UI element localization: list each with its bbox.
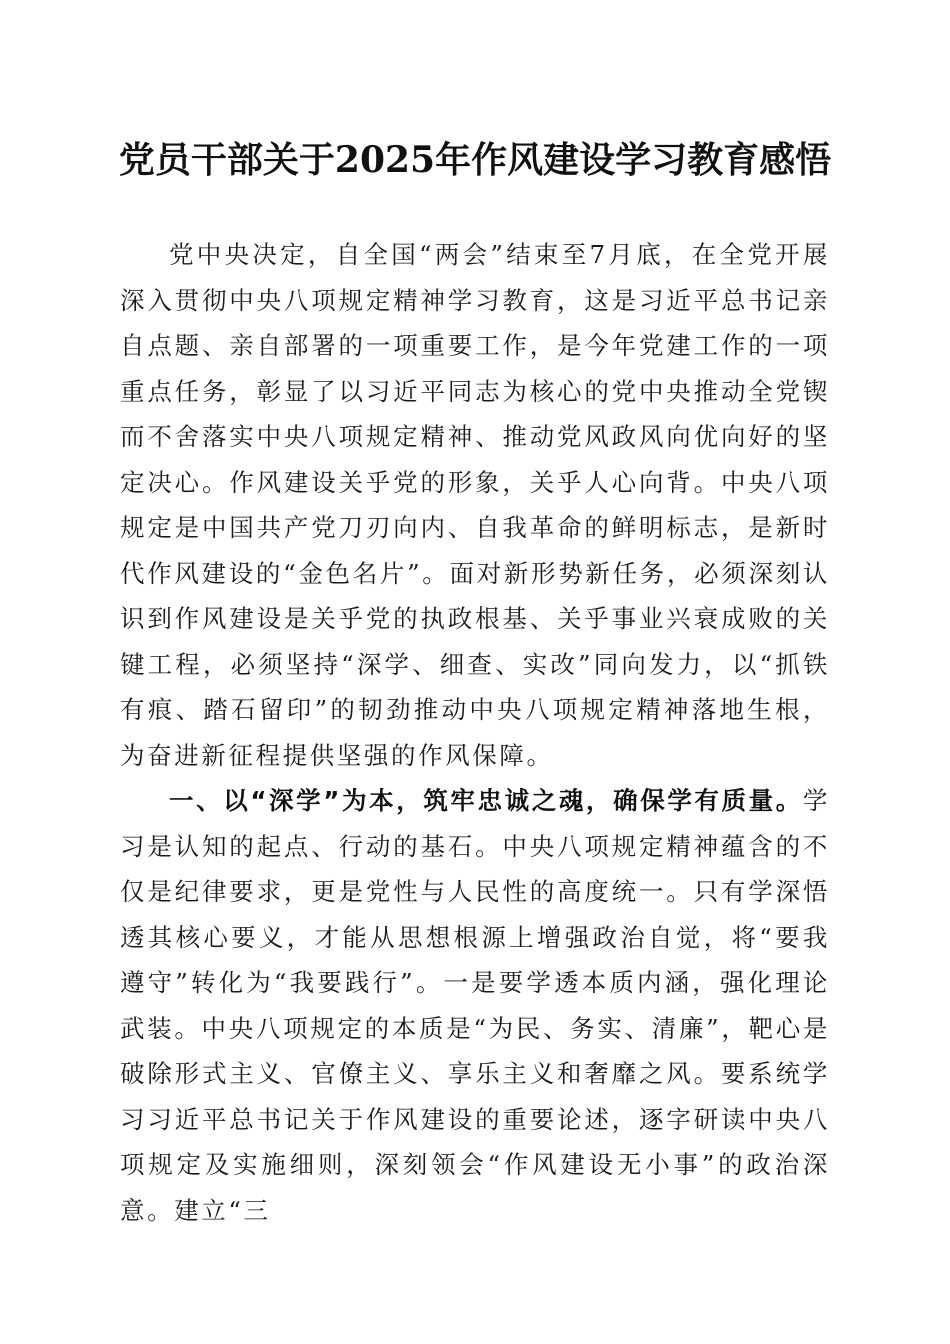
section-heading: 一、以“深学”为本，筑牢忠诚之魂，确保学有质量。	[169, 786, 803, 815]
document-title: 党员干部关于2025年作风建设学习教育感悟	[118, 139, 832, 181]
paragraph-intro	[120, 232, 830, 778]
document-body	[120, 232, 830, 1233]
paragraph-text: 学习是认知的起点、行动的基石。中央八项规定精神蕴含的不仅是纪律要求，更是党性与人民性的高度统一。只有学深悟透其核心要义，才能从思想根源上增强政治自觉，将“要我遵守”转化为“我要践行”。一是要学透本质内涵，强化理论武装。中央八项规定的本质是“为民、务实、清廉”，靶心是破除形式主义、官僚主义、享乐主义和奢靡之风。要系统学习习近平总书记关于作风建设的重要论述，逐字研读中央八项规定及实施细则，深刻领会“作风建设无小事”的政治深意。建立“三	[120, 786, 830, 1225]
paragraph-text: 党中央决定，自全国“两会”结束至7月底，在全党开展深入贯彻中央八项规定精神学习教育，这是习近平总书记亲自点题、亲自部署的一项重要工作，是今年党建工作的一项重点任务，彰显了以习近平同志为核心的党中央推动全党锲而不舍落实中央八项规定精神、推动党风政风向优向好的坚定决心。作风建设关乎党的形象，关乎人心向背。中央八项规定是中国共产党刀刃向内、自我革命的鲜明标志，是新时代作风建设的“金色名片”。面对新形势新任务，必须深刻认识到作风建设是关乎党的执政根基、关乎事业兴衰成败的关键工程，必须坚持“深学、细查、实改”同向发力，以“抓铁有痕、踏石留印”的韧劲推动中央八项规定精神落地生根，为奋进新征程提供坚强的作风保障。	[120, 240, 830, 770]
paragraph-section-one	[120, 778, 830, 1233]
